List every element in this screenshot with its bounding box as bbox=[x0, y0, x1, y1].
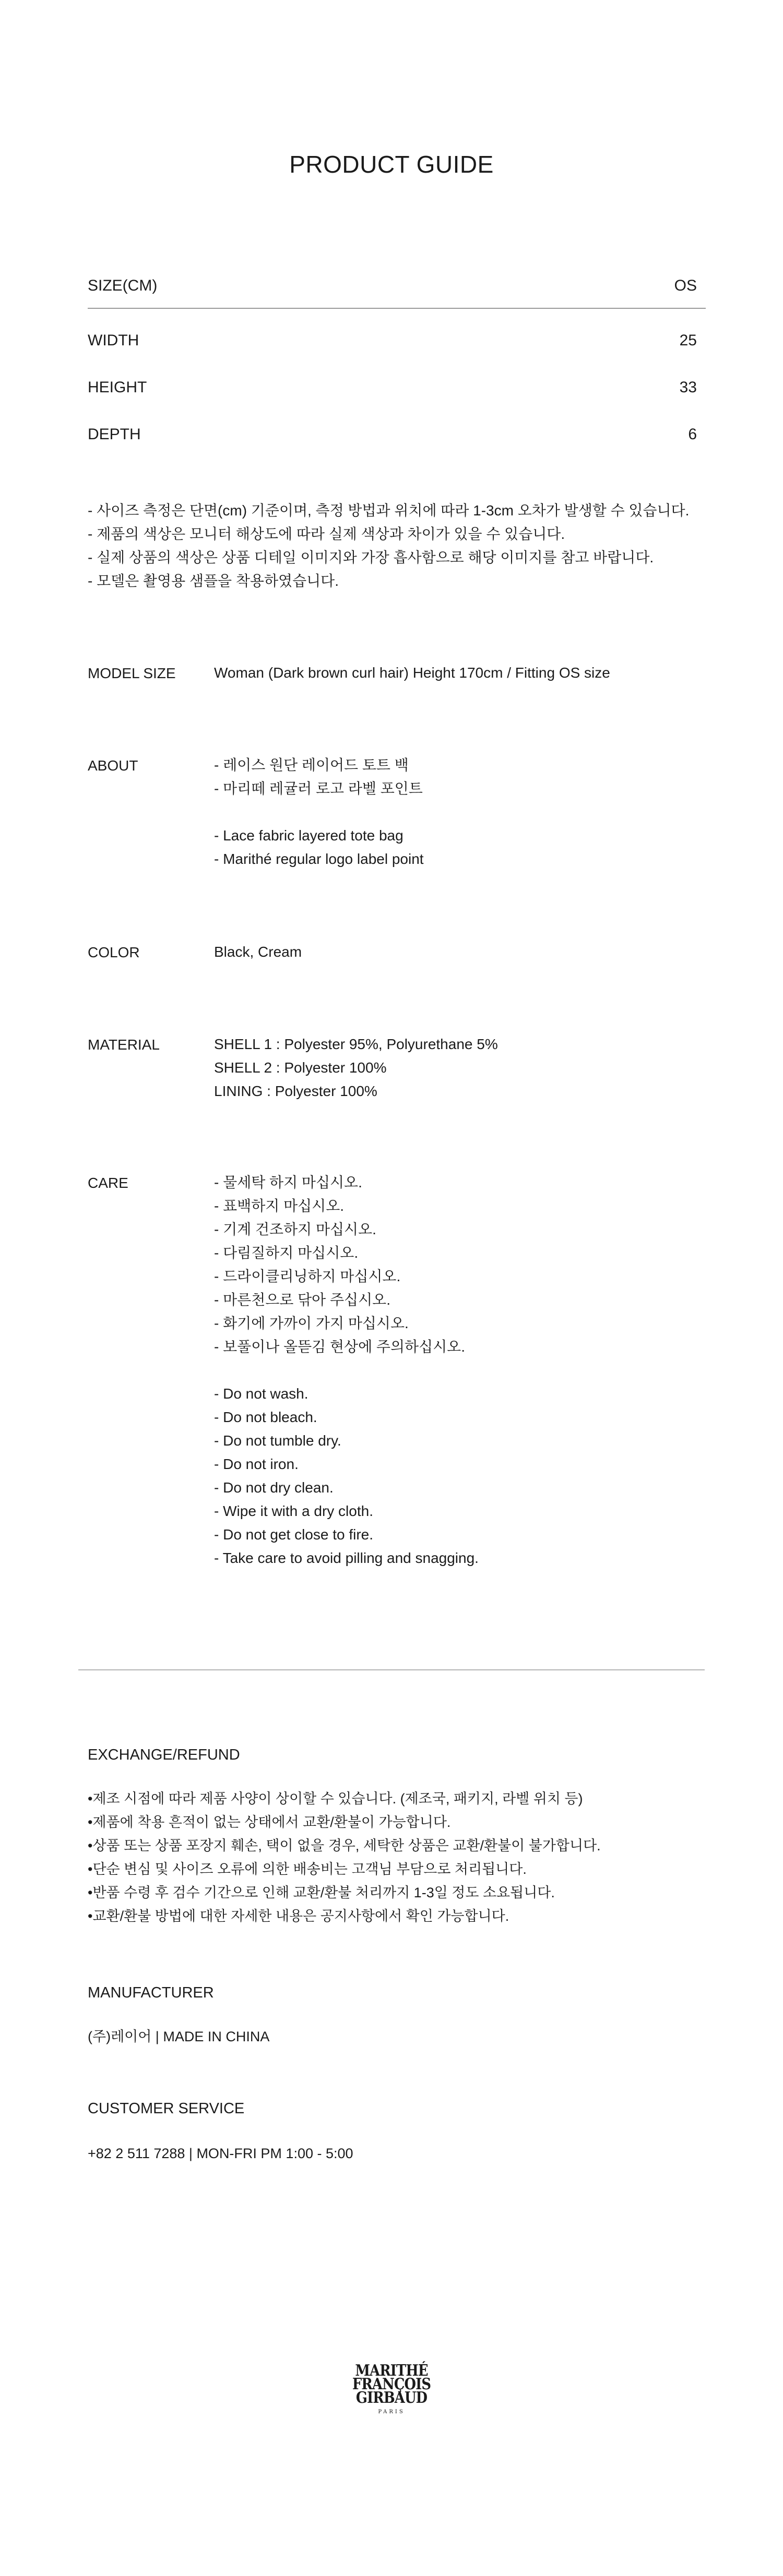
material-line: SHELL 1 : Polyester 95%, Polyurethane 5% bbox=[214, 1036, 498, 1052]
care-line: - Do not iron. bbox=[214, 1456, 299, 1472]
logo-line: FRANÇOIS bbox=[352, 2375, 431, 2393]
about-line bbox=[214, 800, 424, 824]
manufacturer-text: (주)레이어 | MADE IN CHINA bbox=[88, 2029, 270, 2044]
size-row-value: 6 bbox=[688, 426, 697, 443]
size-table-divider bbox=[88, 308, 706, 309]
about-line: - 마리떼 레귤러 로고 라벨 포인트 bbox=[214, 780, 423, 797]
exchange-line: •제조 시점에 따라 제품 사양이 상이할 수 있습니다. (제조국, 패키지, 라벨 위치 등) bbox=[88, 1791, 583, 1807]
material-label: MATERIAL bbox=[88, 1037, 160, 1053]
note-line: - 실제 상품의 색상은 상품 디테일 이미지와 가장 흡사함으로 해당 이미지를 참고 바랍니다. bbox=[88, 549, 654, 565]
exchange-line: •제품에 착용 흔적이 없는 상태에서 교환/환불이 가능합니다. bbox=[88, 1814, 451, 1830]
care-line: - 마른천으로 닦아 주십시오. bbox=[214, 1292, 390, 1308]
about-line: - Marithé regular logo label point bbox=[214, 851, 424, 867]
material-line: LINING : Polyester 100% bbox=[214, 1083, 377, 1099]
care-line: - Do not tumble dry. bbox=[214, 1433, 341, 1449]
care-line: - 다림질하지 마십시오. bbox=[214, 1245, 359, 1261]
logo-line: MARITHÉ bbox=[355, 2362, 428, 2380]
note-line: - 모델은 촬영용 샘플을 착용하였습니다. bbox=[88, 573, 339, 589]
about-line: - 레이스 원단 레이어드 토트 백 bbox=[214, 757, 409, 773]
about-body bbox=[214, 753, 424, 871]
exchange-title: EXCHANGE/REFUND bbox=[88, 1747, 240, 1763]
care-line: - 드라이클리닝하지 마십시오. bbox=[214, 1268, 401, 1284]
exchange-line: •단순 변심 및 사이즈 오류에 의한 배송비는 고객님 부담으로 처리됩니다. bbox=[88, 1861, 527, 1877]
material-body bbox=[214, 1032, 498, 1103]
manufacturer-title: MANUFACTURER bbox=[88, 1984, 214, 2001]
care-line: - 표백하지 마십시오. bbox=[214, 1198, 345, 1214]
size-row-height bbox=[88, 379, 697, 410]
page-title: PRODUCT GUIDE bbox=[289, 151, 494, 178]
care-line: - 기계 건조하지 마십시오. bbox=[214, 1221, 376, 1237]
care-line: - Do not dry clean. bbox=[214, 1479, 334, 1496]
size-header-value: OS bbox=[674, 277, 697, 294]
model-size-body bbox=[214, 661, 610, 684]
size-row-depth bbox=[88, 426, 697, 457]
care-line: - 화기에 가까이 가지 마십시오. bbox=[214, 1315, 409, 1331]
about-line: - Lace fabric layered tote bag bbox=[214, 827, 404, 844]
care-line: - Do not get close to fire. bbox=[214, 1526, 374, 1543]
section-divider bbox=[78, 1669, 705, 1670]
size-table-header bbox=[88, 277, 697, 308]
color-body bbox=[214, 940, 302, 964]
logo-line: GIRBAUD bbox=[355, 2389, 428, 2407]
care-line: - Take care to avoid pilling and snagging. bbox=[214, 1550, 479, 1566]
note-line: - 사이즈 측정은 단면(cm) 기준이며, 측정 방법과 위치에 따라 1-3cm 오차가 발생할 수 있습니다. bbox=[88, 502, 690, 519]
color-label: COLOR bbox=[88, 944, 140, 960]
care-label: CARE bbox=[88, 1175, 128, 1191]
note-line: - 제품의 색상은 모니터 해상도에 따라 실제 색상과 차이가 있을 수 있습니다. bbox=[88, 526, 565, 542]
size-row-value: 33 bbox=[679, 379, 697, 396]
exchange-line: •상품 또는 상품 포장지 훼손, 택이 없을 경우, 세탁한 상품은 교환/환불이 불가합니다. bbox=[88, 1838, 601, 1853]
about-label: ABOUT bbox=[88, 757, 138, 774]
size-notes bbox=[88, 499, 689, 593]
size-header-label: SIZE(CM) bbox=[88, 277, 158, 294]
customer-service-text: +82 2 511 7288 | MON-FRI PM 1:00 - 5:00 bbox=[88, 2146, 353, 2161]
exchange-line: •반품 수령 후 검수 기간으로 인해 교환/환불 처리까지 1-3일 정도 소요됩니다. bbox=[88, 1885, 555, 1900]
brand-logo bbox=[339, 2364, 444, 2415]
model-size-line: Woman (Dark brown curl hair) Height 170cm / Fitting OS size bbox=[214, 665, 610, 681]
size-row-value: 25 bbox=[679, 332, 697, 349]
size-row-label: WIDTH bbox=[88, 332, 139, 349]
model-size-label: MODEL SIZE bbox=[88, 665, 176, 681]
care-line: - 물세탁 하지 마십시오. bbox=[214, 1174, 362, 1190]
care-line: - 보풀이나 올뜯김 현상에 주의하십시오. bbox=[214, 1339, 465, 1355]
size-row-label: HEIGHT bbox=[88, 379, 147, 396]
care-line: - Do not wash. bbox=[214, 1386, 309, 1402]
customer-service-title: CUSTOMER SERVICE bbox=[88, 2100, 245, 2117]
material-line: SHELL 2 : Polyester 100% bbox=[214, 1060, 387, 1076]
exchange-body bbox=[88, 1787, 601, 1928]
color-line: Black, Cream bbox=[214, 944, 302, 960]
care-line: - Do not bleach. bbox=[214, 1409, 317, 1425]
care-line bbox=[214, 1358, 479, 1382]
size-row-label: DEPTH bbox=[88, 426, 141, 443]
exchange-line: •교환/환불 방법에 대한 자세한 내용은 공지사항에서 확인 가능합니다. bbox=[88, 1908, 509, 1924]
care-line: - Wipe it with a dry cloth. bbox=[214, 1503, 373, 1519]
logo-line: PARIS bbox=[378, 2409, 405, 2415]
size-row-width bbox=[88, 332, 697, 363]
care-body bbox=[214, 1171, 479, 1570]
